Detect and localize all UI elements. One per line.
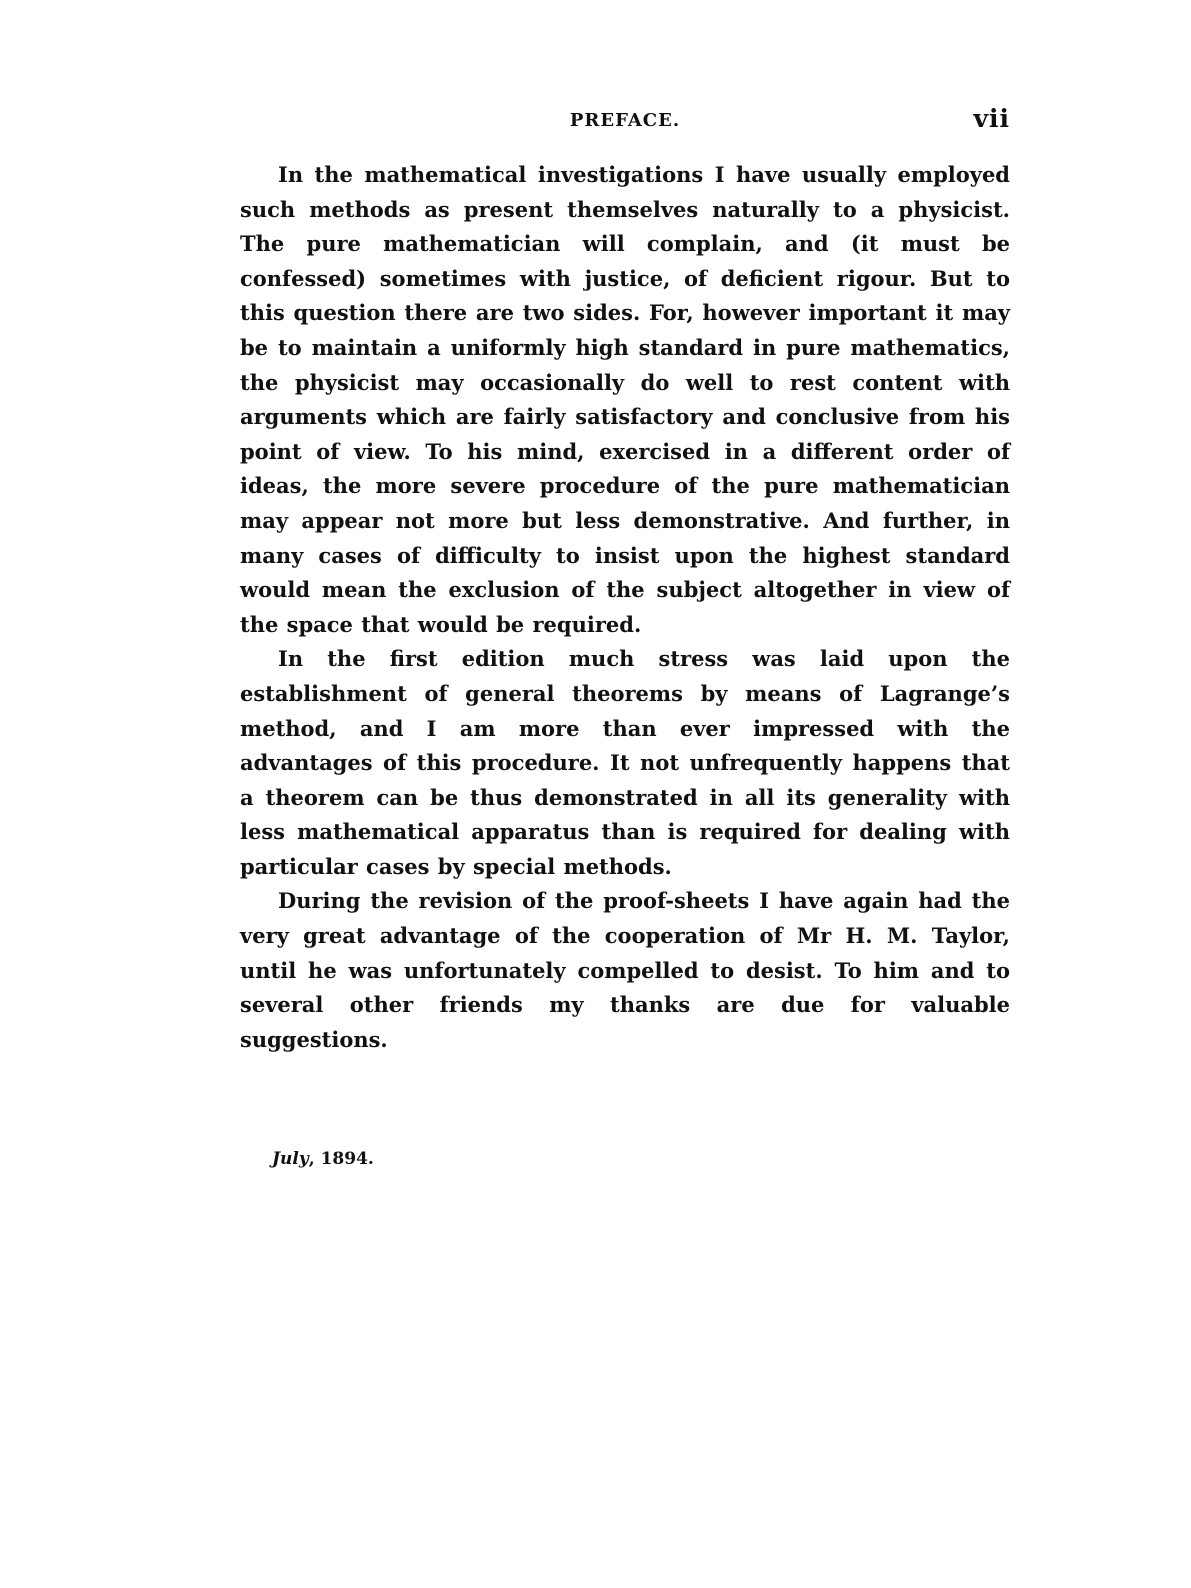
date-month: July [272, 1149, 309, 1169]
date-separator: , [308, 1149, 321, 1169]
paragraph-acknowledgements: During the revision of the proof-sheets I have again had the very great advantage of the cooperation of Mr H. M. Taylor, until he was unfortunately compelled to desist. To him and to several other friends my thanks are due for valuable suggestions. [240, 888, 1010, 1052]
page-title: PREFACE. [569, 110, 681, 131]
preface-body [240, 158, 1010, 1057]
paragraph-methods: In the mathematical investigations I have usually employed such methods as present themselves naturally to a physicist. The pure mathematician will complain, and (it must be confessed) sometimes with justice, of deficient rigour. But to this question there are two sides. For, however important it may be to maintain a uniformly high standard in pure mathematics, the physicist may occasionally do well to rest content with arguments which are fairly satisfactory and conclusive from his point of view. To his mind, exercised in a different order of ideas, the more severe procedure of the pure mathematician may appear not more but less demonstrative. And further, in many cases of difficulty to insist upon the highest standard would mean the exclusion of the subject altogether in view of the space that would be required. [240, 162, 1010, 637]
paragraph-lagrange: In the first edition much stress was laid upon the establishment of general theorems by means of Lagrange’s method, and I am more than ever impressed with the advantages of this procedure. It not unfrequently happens that a theorem can be thus demonstrated in all its generality with less mathematical apparatus than is required for dealing with particular cases by special methods. [240, 646, 1010, 879]
date-year: 1894. [320, 1149, 374, 1169]
page-number: vii [973, 104, 1010, 133]
preface-date [272, 1149, 374, 1169]
running-head [240, 104, 1010, 144]
